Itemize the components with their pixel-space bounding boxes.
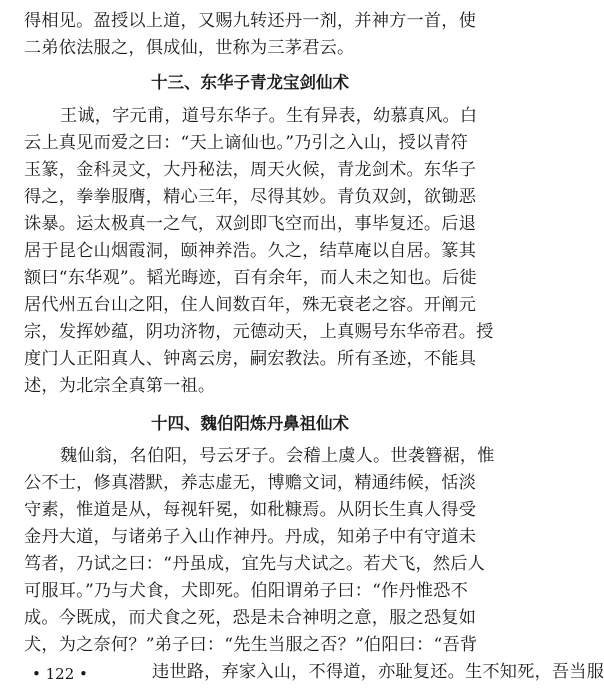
section-14-line: 犬，为之奈何？”弟子曰：“先生当服之否？”伯阳曰：“吾背 [24,635,478,655]
section-13-line: 诛暴。运太极真一之气，双剑即飞空而出，事毕复还。后退 [24,214,477,234]
intro-line: 得相见。盈授以上道，又赐九转还丹一剂，并神方一首，使 [24,11,477,31]
section-13-line: 居于昆仑山烟霞洞，颐神养浩。久之，结草庵以自居。篆其 [24,241,477,261]
page-number: • 122 • [32,665,88,683]
section-14-line: 魏仙翁，名伯阳，号云牙子。会稽上虞人。世袭簪裾，惟 [60,446,495,466]
section-13-heading: 十三、东华子青龙宝剑仙术 [151,73,349,92]
section-14-line: 可服耳。”乃与犬食，犬即死。伯阳谓弟子曰：“作丹惟恐不 [24,581,469,601]
section-13-line: 度门人正阳真人、钟离云房，嗣宏教法。所有圣迹，不能具 [24,349,477,369]
section-13-line: 玉篆，金科灵文，大丹秘法，周天火候，青龙剑术。东华子 [24,160,477,180]
intro-line: 二弟依法服之，俱成仙，世称为三茅君云。 [24,38,355,58]
section-14-line: 成。今既成，而犬食之死，恐是未合神明之意，服之恐复如 [24,608,477,628]
section-14-line: 违世路，弃家入山，不得道，亦耻复还。生不知死，吾当服 [152,662,604,682]
section-13-line: 王诚，字元甫，道号东华子。生有异表，幼慕真风。白 [60,106,478,126]
section-14-line: 笃者，乃试之曰：“丹虽成，宜先与犬试之。若犬飞，然后人 [24,554,486,574]
section-14-heading: 十四、魏伯阳炼丹鼻祖仙术 [151,414,349,433]
section-14-line: 公不士，修真潜默，养志虚无，博赡文词，精通纬候，恬淡 [24,473,477,493]
section-14-line: 金丹大道，与诸弟子入山作神丹。丹成，知弟子中有守道未 [24,527,477,547]
section-13-line: 居代州五台山之阳，住人间数百年，殊无衰老之容。开阐元 [24,295,477,315]
section-13-line: 额曰“东华观”。韬光晦迹，百有余年，而人未之知也。后徙 [24,268,477,288]
section-13-line: 云上真见而爱之曰：“天上谪仙也。”乃引之入山，授以青符 [24,133,469,153]
section-13-line: 宗，发挥妙蕴，阴功济物，元德动天，上真赐号东华帝君。授 [24,322,494,342]
section-13-line: 述，为北宗全真第一祖。 [24,376,216,396]
section-14-line: 守素，惟道是从，每视轩冕，如秕糠焉。从阴长生真人得受 [24,500,477,520]
section-13-line: 得之，拳拳服膺，精心三年，尽得其妙。青负双剑，欲锄恶 [24,187,477,207]
